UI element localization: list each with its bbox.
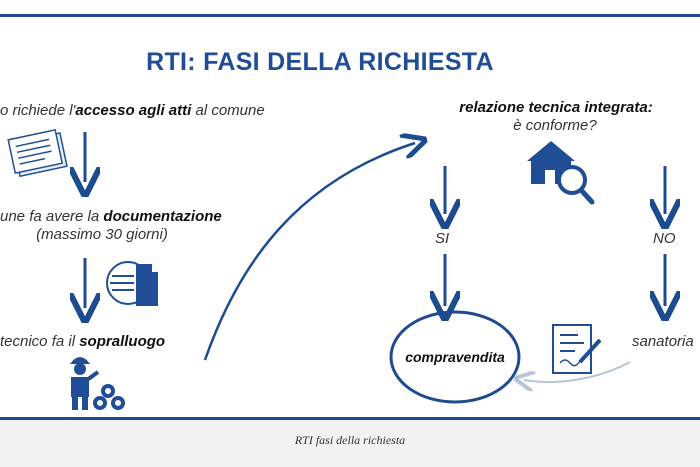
- house-search-icon: [527, 141, 592, 202]
- question-conforme: è conforme?: [513, 117, 597, 134]
- documentation-icon: [107, 262, 158, 306]
- step-documentation-deadline: (massimo 30 giorni): [36, 226, 168, 243]
- documents-stack-icon: [8, 129, 67, 177]
- gears-icon: [95, 386, 123, 408]
- diagram-title: RTI: FASI DELLA RICHIESTA: [146, 48, 494, 76]
- label-yes: SI: [435, 230, 450, 247]
- label-no: NO: [653, 230, 676, 247]
- contract-sign-icon: [553, 325, 600, 373]
- question-rti: relazione tecnica integrata:: [459, 99, 653, 116]
- arrow-curve-to-rti: [205, 143, 415, 360]
- step-access-request: o richiede l'accesso agli atti al comune: [0, 102, 265, 119]
- compravendita-circle: [391, 312, 519, 402]
- label-sanatoria: sanatoria: [632, 333, 694, 350]
- label-compravendita: compravendita: [405, 349, 505, 365]
- image-caption: RTI fasi della richiesta: [294, 433, 406, 447]
- step-inspection: tecnico fa il sopralluogo: [0, 333, 166, 350]
- step-documentation: une fa avere la documentazione: [0, 208, 222, 225]
